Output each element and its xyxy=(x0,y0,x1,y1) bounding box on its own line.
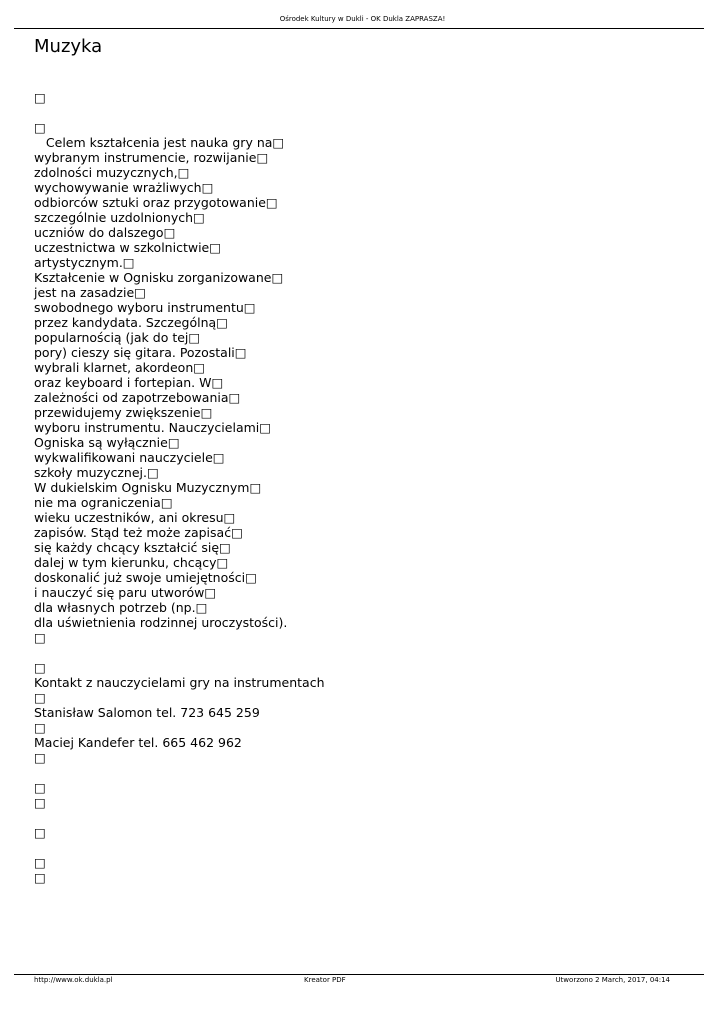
footer-url: http://www.ok.dukla.pl xyxy=(34,976,113,984)
text-line: W dukielskim Ognisku Muzycznym□ xyxy=(34,480,262,495)
footer-divider xyxy=(14,974,704,975)
header-divider xyxy=(14,28,704,29)
text-line: przez kandydata. Szczególną□ xyxy=(34,315,228,330)
text-line: dla uświetnienia rodzinnej uroczystości). xyxy=(34,615,288,630)
text-line: wykwalifikowani nauczyciele□ xyxy=(34,450,225,465)
text-line: □ xyxy=(34,720,46,735)
text-line: szczególnie uzdolnionych□ xyxy=(34,210,205,225)
text-line: Stanisław Salomon tel. 723 645 259 xyxy=(34,705,260,720)
text-line: nie ma ograniczenia□ xyxy=(34,495,173,510)
text-line: artystycznym.□ xyxy=(34,255,135,270)
text-line: Ogniska są wyłącznie□ xyxy=(34,435,180,450)
text-line: zależności od zapotrzebowania□ xyxy=(34,390,241,405)
text-line: się każdy chcący kształcić się□ xyxy=(34,540,231,555)
text-line: wybrali klarnet, akordeon□ xyxy=(34,360,206,375)
text-line: dla własnych potrzeb (np.□ xyxy=(34,600,208,615)
text-line: pory) cieszy się gitara. Pozostali□ xyxy=(34,345,247,360)
text-line: zapisów. Stąd też może zapisać□ xyxy=(34,525,243,540)
page-header: Ośrodek Kultury w Dukli - OK Dukla ZAPRASZA! xyxy=(279,15,446,23)
text-line: Maciej Kandefer tel. 665 462 962 xyxy=(34,735,242,750)
text-line: □ xyxy=(34,855,46,870)
text-line xyxy=(34,105,694,120)
text-line: zdolności muzycznych,□ xyxy=(34,165,190,180)
text-line: □ xyxy=(34,825,46,840)
text-line: □ xyxy=(34,870,46,885)
text-line: □ xyxy=(34,690,46,705)
text-line xyxy=(34,765,694,780)
page-title: Muzyka xyxy=(34,36,103,57)
text-line: szkoły muzycznej.□ xyxy=(34,465,159,480)
text-line: □ xyxy=(34,660,46,675)
text-line: □ xyxy=(34,90,46,105)
article-body xyxy=(34,90,694,885)
text-line: wyboru instrumentu. Nauczycielami□ xyxy=(34,420,272,435)
text-line: odbiorców sztuki oraz przygotowanie□ xyxy=(34,195,278,210)
text-line xyxy=(34,810,694,825)
text-line: popularnością (jak do tej□ xyxy=(34,330,201,345)
text-line: doskonalić już swoje umiejętności□ xyxy=(34,570,257,585)
text-line: wieku uczestników, ani okresu□ xyxy=(34,510,236,525)
text-line: □ xyxy=(34,630,46,645)
footer-generator: Kreator PDF xyxy=(304,976,346,984)
text-line: wychowywanie wrażliwych□ xyxy=(34,180,214,195)
text-line: jest na zasadzie□ xyxy=(34,285,146,300)
text-line: uczniów do dalszego□ xyxy=(34,225,176,240)
text-line: □ xyxy=(34,750,46,765)
text-line xyxy=(34,645,694,660)
text-line: □ xyxy=(34,780,46,795)
text-line xyxy=(34,840,694,855)
text-line: i nauczyć się paru utworów□ xyxy=(34,585,217,600)
text-line: swobodnego wyboru instrumentu□ xyxy=(34,300,256,315)
text-line: dalej w tym kierunku, chcący□ xyxy=(34,555,229,570)
text-line: uczestnictwa w szkolnictwie□ xyxy=(34,240,222,255)
text-line: Kształcenie w Ognisku zorganizowane□ xyxy=(34,270,284,285)
text-line: wybranym instrumencie, rozwijanie□ xyxy=(34,150,269,165)
text-line: □ xyxy=(34,795,46,810)
text-line: Celem kształcenia jest nauka gry na□ xyxy=(34,135,285,150)
text-line: oraz keyboard i fortepian. W□ xyxy=(34,375,224,390)
footer-created-date: Utworzono 2 March, 2017, 04:14 xyxy=(555,976,670,984)
text-line: Kontakt z nauczycielami gry na instrumentach xyxy=(34,675,325,690)
text-line: przewidujemy zwiększenie□ xyxy=(34,405,213,420)
text-line: □ xyxy=(34,120,46,135)
